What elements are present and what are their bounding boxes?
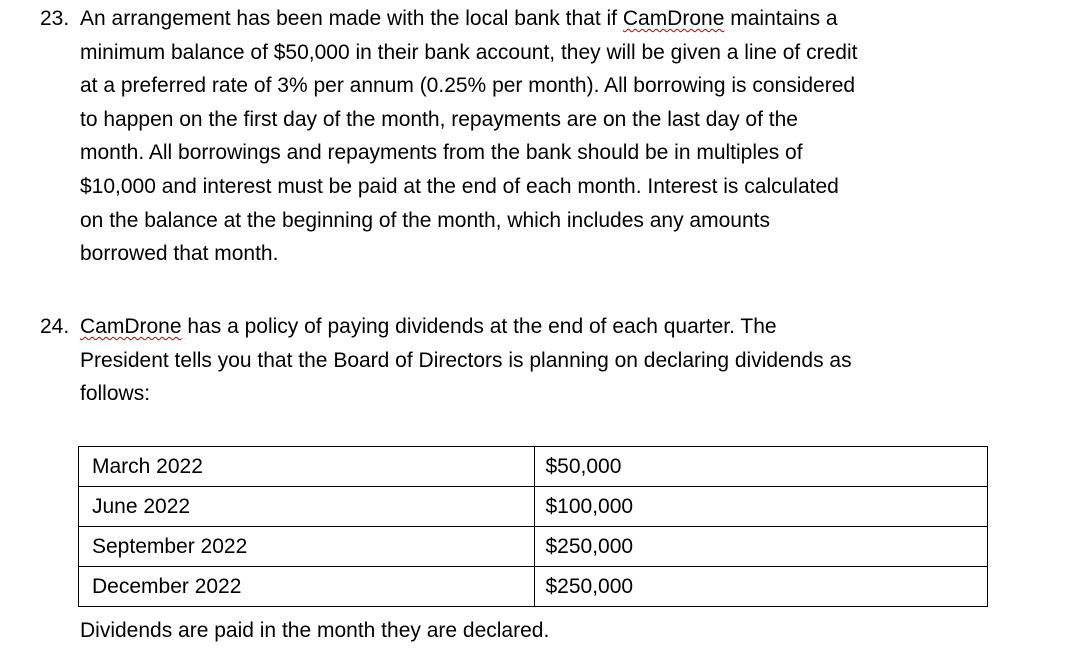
text-line: at a preferred rate of 3% per annum (0.25% per month). All borrowing is considered (80, 74, 856, 98)
text-line: follows: (80, 382, 151, 406)
text-line: on the balance at the beginning of the month, which includes any amounts (80, 208, 770, 232)
table-row (79, 567, 988, 607)
table-row (79, 447, 988, 487)
misspelled-word: CamDrone (80, 315, 182, 338)
period-cell: September 2022 (79, 527, 535, 567)
period-cell: June 2022 (79, 487, 535, 527)
dividends-table (78, 446, 988, 607)
text-line: An arrangement has been made with the local bank that if CamDrone maintains a (80, 7, 838, 30)
footnote: Dividends are paid in the month they are declared. (80, 619, 550, 642)
text-line: month. All borrowings and repayments from the bank should be in multiples of (80, 141, 803, 165)
item-number: 24. (40, 315, 70, 338)
item-number: 23. (40, 7, 70, 30)
amount-cell: $50,000 (534, 447, 988, 487)
item-23-text (80, 2, 1040, 271)
text-line: CamDrone has a policy of paying dividends at the end of each quarter. The (80, 315, 777, 338)
period-cell: March 2022 (79, 447, 535, 487)
table-row (79, 527, 988, 567)
text-line: to happen on the first day of the month, repayments are on the last day of the (80, 107, 798, 131)
period-cell: December 2022 (79, 567, 535, 607)
item-24-text (80, 310, 1040, 411)
amount-cell: $250,000 (534, 527, 988, 567)
text-line: borrowed that month. (80, 242, 279, 266)
text-line: President tells you that the Board of Directors is planning on declaring dividends as (80, 348, 852, 372)
amount-cell: $100,000 (534, 487, 988, 527)
text-line: $10,000 and interest must be paid at the end of each month. Interest is calculated (80, 174, 839, 198)
misspelled-word: CamDrone (622, 7, 725, 30)
amount-cell: $250,000 (534, 567, 988, 607)
text-line: minimum balance of $50,000 in their bank account, they will be given a line of credit (80, 40, 858, 64)
table-row (79, 487, 988, 527)
